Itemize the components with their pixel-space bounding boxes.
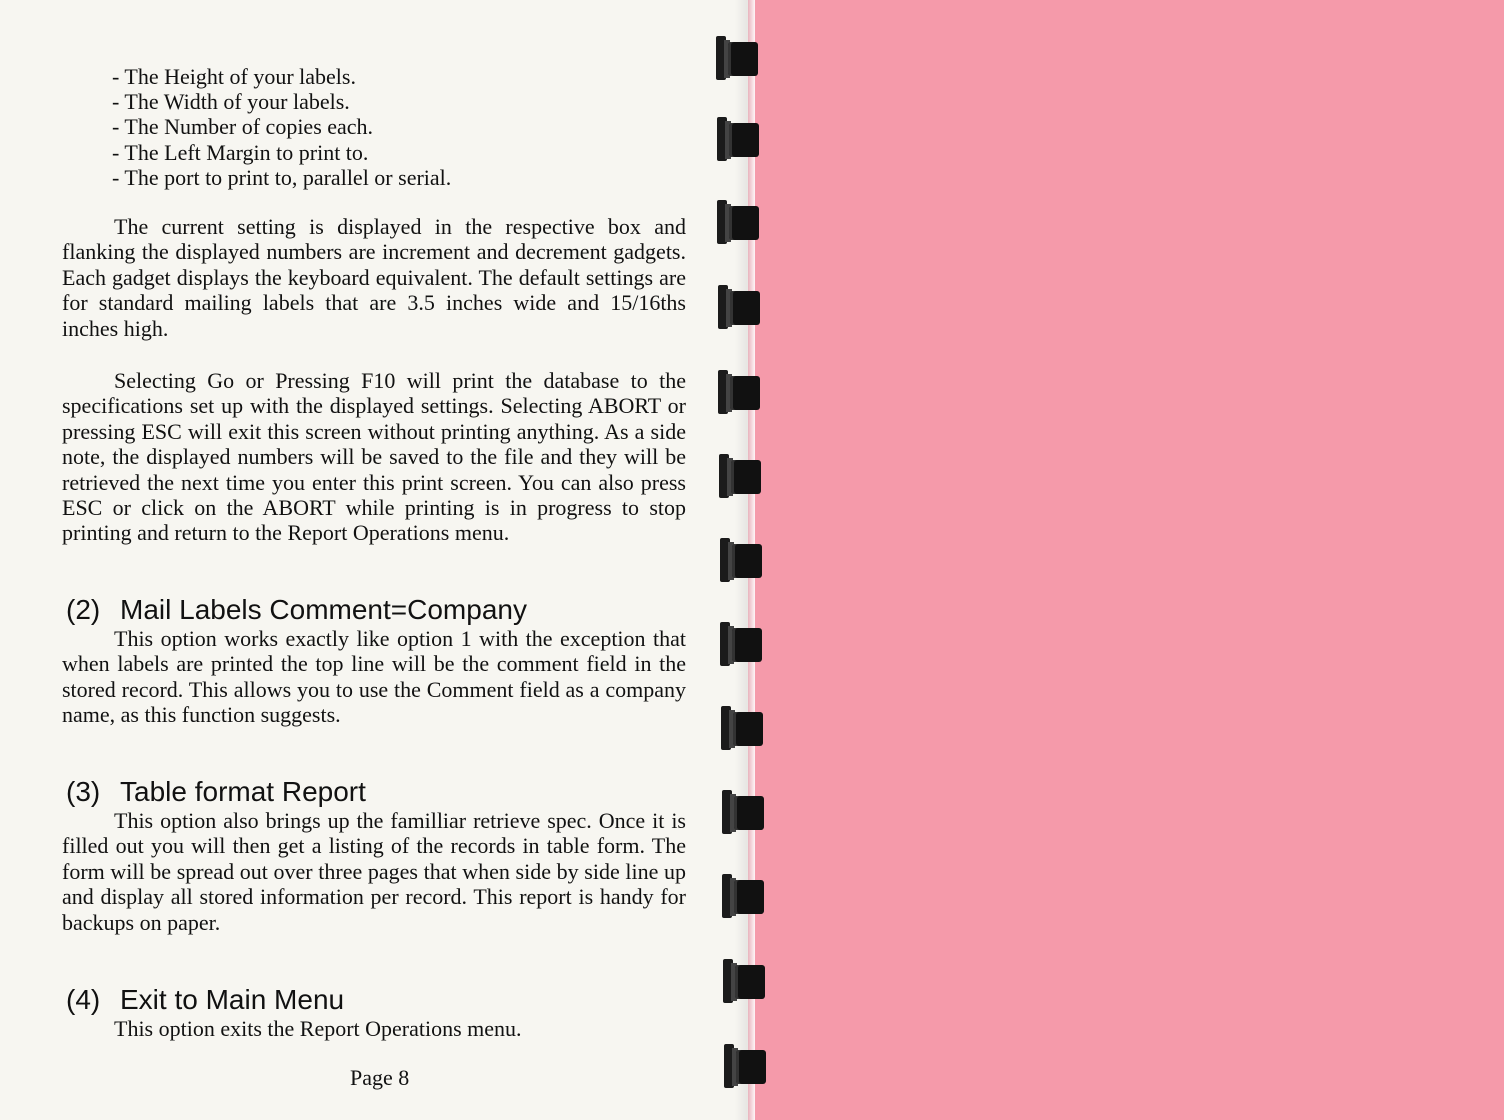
page-number: Page 8 <box>350 1065 410 1090</box>
list-item: - The Height of your labels. <box>112 64 356 89</box>
section-number: (4) <box>66 984 101 1015</box>
paragraph-current-setting <box>62 214 686 341</box>
binding-coil <box>722 788 766 836</box>
paragraph-text: This option exits the Report Operations menu. <box>114 1016 522 1041</box>
binding-coil <box>723 957 767 1005</box>
binding-coil <box>720 620 764 668</box>
binding-coil <box>719 452 763 500</box>
section-title: Table format Report <box>120 776 366 807</box>
pink-divider-page <box>748 0 1504 1120</box>
binding-coil <box>717 115 761 163</box>
section-number: (2) <box>66 594 101 625</box>
paragraph-selecting-go <box>62 368 686 546</box>
paragraph-text: This option also brings up the familliar retrieve spec. Once it is filled out you will then get a listing of the records in table form. The form will be spread out over three pages that when side by side line up and display all stored information per record. This report is handy for backups on paper. <box>62 808 686 935</box>
settings-list <box>112 64 451 190</box>
section-number: (3) <box>66 776 101 807</box>
paragraph-text: This option works exactly like option 1 with the exception that when labels are printed the top line will be the comment field in the stored record. This allows you to use the Comment field as a company name, as this function suggests. <box>62 626 686 728</box>
section-heading-4 <box>66 984 344 1016</box>
paragraph-text: The current setting is displayed in the respective box and flanking the displayed numbers are increment and decrement gadgets. Each gadget displays the keyboard equivalent. The default settings are for standard mailing labels that are 3.5 inches wide and 15/16ths inches high. <box>62 214 686 341</box>
binding-coil <box>718 283 762 331</box>
section-body-4 <box>62 1016 686 1041</box>
list-item: - The Width of your labels. <box>112 89 350 115</box>
paragraph-text: Selecting Go or Pressing F10 will print the database to the specifications set up with the displayed settings. Selecting ABORT or pressing ESC will exit this screen without printing anything. As a side note, the displayed numbers will be saved to the file and they will be retrieved the next time you enter this print screen. You can also press ESC or click on the ABORT while printing is in progress to stop printing and return to the Report Operations menu. <box>62 368 686 546</box>
section-heading-2 <box>66 594 527 626</box>
binding-coil <box>724 1042 768 1090</box>
binding-coil <box>720 536 764 584</box>
binding-coil <box>717 198 761 246</box>
binding-coil <box>721 704 765 752</box>
binding-coil <box>716 34 760 82</box>
section-title: Exit to Main Menu <box>120 984 345 1015</box>
list-item: - The Number of copies each. <box>112 114 374 140</box>
section-body-2 <box>62 626 686 728</box>
binding-coil <box>718 368 762 416</box>
list-item: - The Left Margin to print to. <box>112 139 369 165</box>
section-title: Mail Labels Comment=Company <box>120 594 527 625</box>
section-body-3 <box>62 808 686 935</box>
section-heading-3 <box>66 776 366 808</box>
list-item: - The port to print to, parallel or serial. <box>112 164 452 190</box>
book-page <box>0 0 748 1120</box>
binding-coil <box>722 872 766 920</box>
